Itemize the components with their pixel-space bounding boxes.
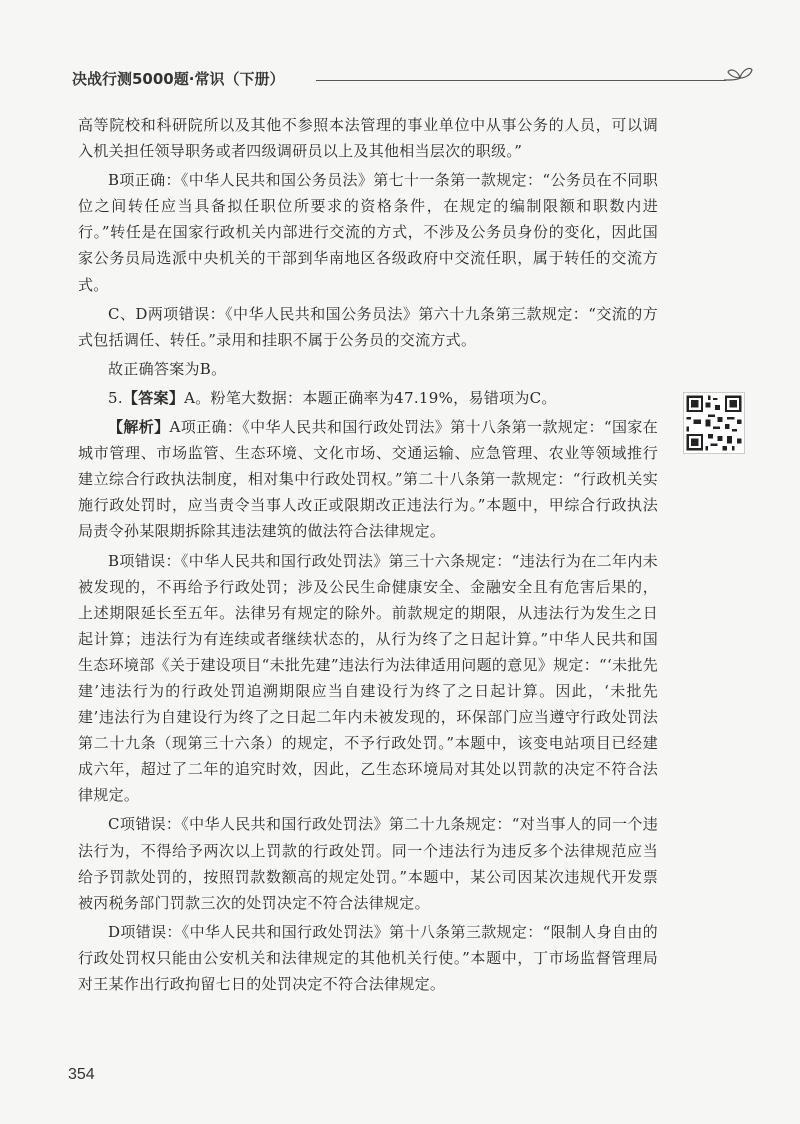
paragraph: B项错误：《中华人民共和国行政处罚法》第三十六条规定：“违法行为在二年内未被发现的，不再给予行政处罚；涉及公民生命健康安全、金融安全且有危害后果的，上述期限延长至五年。法律另有规定的除外。前款规定的期限，从违法行为发生之日起计算；违法行为有连续或者继续状态的，从行为终了之日起计算。”中华人民共和国生态环境部《关于建设项目“未批先建”违法行为法律适用问题的意见》规定：“‘未批先建’违法行为的行政处罚追溯期限应当自建设行为终了之日起计算。因此，‘未批先建’违法行为自建设行为终了之日起二年内未被发现的，环保部门应当遵守行政处罚法第二十九条（现第三十六条）的规定，不予行政处罚。”本题中，该变电站项目已经建成六年，超过了二年的追究时效，因此，乙生态环境局对其处以罚款的决定不符合法律规定。 [78, 551, 658, 805]
page-header [40, 62, 758, 92]
paragraph: B项正确：《中华人民共和国公务员法》第七十一条第一款规定：“公务员在不同职位之间转任应当具备拟任职位所要求的资格条件，在规定的编制限额和职数内进行。”转任是在国家行政机关内部进行交流的方式，不涉及公务员身份的变化，因此国家公务员局选派中央机关的干部到华南地区各级政府中交流任职，属于转任的交流方式。 [78, 171, 658, 294]
analysis-paragraph: 【解析】A项正确：《中华人民共和国行政处罚法》第十八条第一款规定：“国家在城市管理、市场监管、生态环境、文化市场、交通运输、应急管理、农业等领域推行建立综合行政执法制度，相对集中行政处罚权。”第二十八条第一款规定：“行政机关实施行政处罚时，应当责令当事人改正或限期改正违法行为。”本题中，甲综合行政执法局责令孙某限期拆除其违法建筑的做法符合法律规定。 [78, 418, 659, 541]
analysis-label: 【解析】 [108, 418, 170, 437]
paragraph: D项错误：《中华人民共和国行政处罚法》第十八条第三款规定：“限制人身自由的行政处罚权只能由公安机关和法律规定的其他机关行使。”本题中，丁市场监督管理局对王某作出行政拘留七日的处罚决定不符合法律规定。 [78, 922, 658, 993]
paragraph: C项错误：《中华人民共和国行政处罚法》第二十九条规定：“对当事人的同一个违法行为，不得给予两次以上罚款的行政处罚。同一个违法行为违反多个法律规范应当给予罚款处罚的，按照罚款数额高的规定处罚。”本题中，某公司因某次违规代开发票被丙税务部门罚款三次的处罚决定不符合法律规定。 [78, 815, 658, 912]
answer-line [78, 385, 658, 411]
paragraph: C、D两项错误：《中华人民共和国公务员法》第六十九条第三款规定：“交流的方式包括调任、转任。”录用和挂职不属于公务员的交流方式。 [78, 304, 658, 349]
header-divider [316, 80, 726, 81]
answer-text: A。粉笔大数据：本题正确率为47.19%，易错项为C。 [184, 388, 557, 407]
page-body [78, 112, 658, 1000]
page-number: 354 [68, 1066, 95, 1083]
book-title: 决战行测5000题·常识（下册） [72, 70, 285, 88]
sprout-icon [720, 62, 754, 88]
question-number: 5. [108, 388, 123, 407]
paragraph: 故正确答案为B。 [108, 359, 227, 378]
qr-code-icon[interactable] [683, 392, 745, 454]
answer-label: 【答案】 [122, 388, 185, 407]
paragraph: 高等院校和科研院所以及其他不参照本法管理的事业单位中从事公务的人员，可以调入机关担任领导职务或者四级调研员以上及其他相当层次的职级。” [78, 116, 658, 161]
